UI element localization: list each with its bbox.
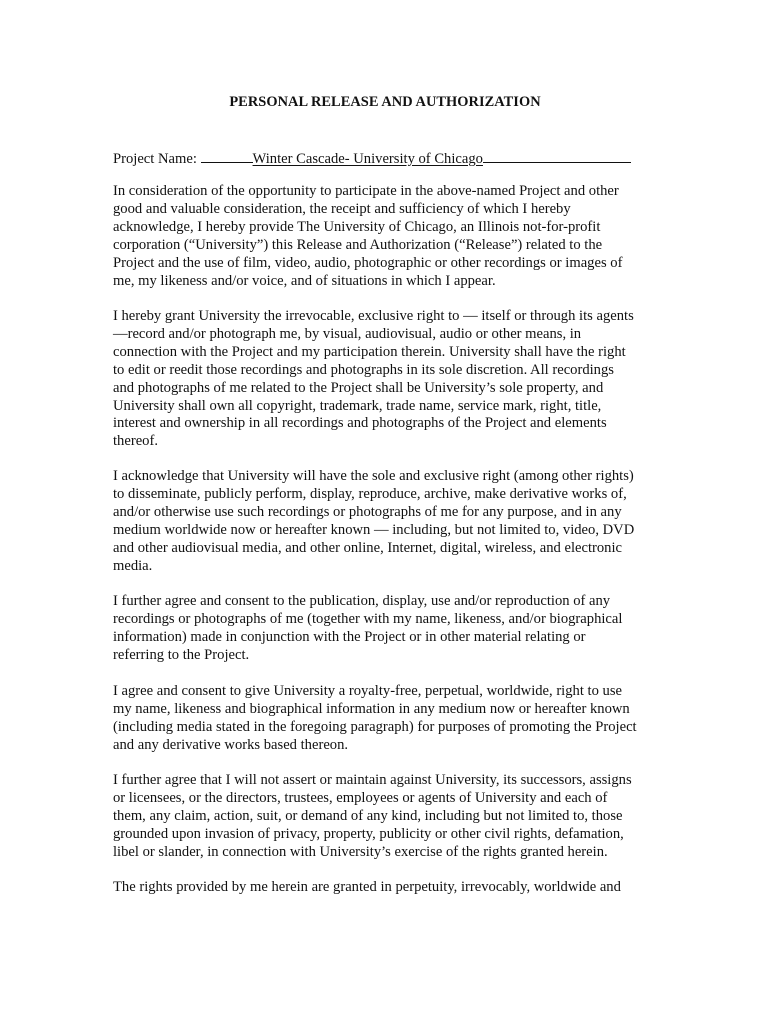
paragraph-line: my name, likeness and biographical information in any medium now or hereafter known (113, 700, 630, 717)
paragraph-line: or licensees, or the directors, trustees, employees or agents of University and each of (113, 789, 608, 806)
paragraph-line: I further agree and consent to the publication, display, use and/or reproduction of any (113, 593, 611, 609)
paragraph-line: interest and ownership in all recordings and photographs of the Project and elements (113, 415, 607, 432)
paragraph-line: The rights provided by me herein are granted in perpetuity, irrevocably, worldwide and (113, 879, 621, 895)
paragraph-line: to disseminate, publicly perform, display, reproduce, archive, make derivative works of, (113, 485, 627, 502)
paragraph-line: grounded upon invasion of privacy, property, publicity or other civil rights, defamation, (113, 825, 624, 842)
paragraph-publication-consent (113, 593, 661, 665)
paragraph-line: University shall own all copyright, trademark, trade name, service mark, right, title, (113, 397, 602, 414)
paragraph-line: to edit or reedit those recordings and photographs in its sole discretion. All recordings (113, 361, 614, 378)
paragraph-line: libel or slander, in connection with University’s exercise of the rights granted herein. (113, 843, 608, 860)
paragraph-line: recordings or photographs of me (together with my name, likeness, and/or biographical (113, 610, 623, 627)
paragraph-perpetuity (113, 879, 661, 897)
paragraph-line: connection with the Project and my participation therein. University shall have the right (113, 343, 626, 360)
paragraph-line: and photographs of me related to the Project shall be University’s sole property, and (113, 379, 604, 396)
paragraph-royalty-free (113, 683, 661, 755)
project-name-blank-trailing (483, 148, 631, 163)
paragraph-line: —record and/or photograph me, by visual, audiovisual, audio or other means, in (113, 325, 582, 342)
paragraph-line: good and valuable consideration, the receipt and sufficiency of which I hereby (113, 200, 571, 217)
paragraph-consideration (113, 183, 661, 290)
paragraph-line: information) made in conjunction with the Project or in other material relating or (113, 628, 586, 645)
paragraph-line: I hereby grant University the irrevocable, exclusive right to — itself or through its agents (113, 308, 634, 324)
paragraph-line: In consideration of the opportunity to participate in the above-named Project and other (113, 183, 619, 199)
paragraph-line: referring to the Project. (113, 646, 250, 663)
paragraph-line: thereof. (113, 433, 158, 450)
document-title: PERSONAL RELEASE AND AUTHORIZATION (229, 94, 541, 110)
paragraph-line: and any derivative works based thereon. (113, 736, 349, 753)
paragraph-line: I agree and consent to give University a royalty-free, perpetual, worldwide, right to use (113, 683, 622, 699)
paragraph-line: I acknowledge that University will have the sole and exclusive right (among other rights) (113, 468, 634, 484)
project-name-line (113, 148, 631, 168)
paragraph-acknowledge (113, 468, 661, 575)
paragraph-no-claims (113, 772, 661, 862)
paragraph-line: Project and the use of film, video, audio, photographic or other recordings or images of (113, 254, 623, 271)
paragraph-line: media. (113, 557, 153, 574)
paragraph-line: I further agree that I will not assert or maintain against University, its successors, assigns (113, 772, 632, 788)
paragraph-line: corporation (“University”) this Release and Authorization (“Release”) related to the (113, 236, 603, 253)
paragraph-line: and other audiovisual media, and other online, Internet, digital, wireless, and electronic (113, 539, 622, 556)
paragraph-line: and/or otherwise use such recordings or photographs of me for any purpose, and in any (113, 503, 622, 520)
project-name-label: Project Name: (113, 151, 197, 167)
project-name-value: Winter Cascade- University of Chicago (252, 151, 483, 167)
paragraph-grant-rights (113, 308, 661, 451)
paragraph-line: medium worldwide now or hereafter known — including, but not limited to, video, DVD (113, 521, 635, 538)
paragraph-line: acknowledge, I hereby provide The University of Chicago, an Illinois not-for-profit (113, 218, 601, 235)
paragraph-line: them, any claim, action, suit, or demand of any kind, including but not limited to, those (113, 807, 623, 824)
project-name-blank-leading (201, 148, 253, 163)
paragraph-line: me, my likeness and/or voice, and of situations in which I appear. (113, 272, 496, 289)
paragraph-line: (including media stated in the foregoing paragraph) for purposes of promoting the Project (113, 718, 637, 735)
